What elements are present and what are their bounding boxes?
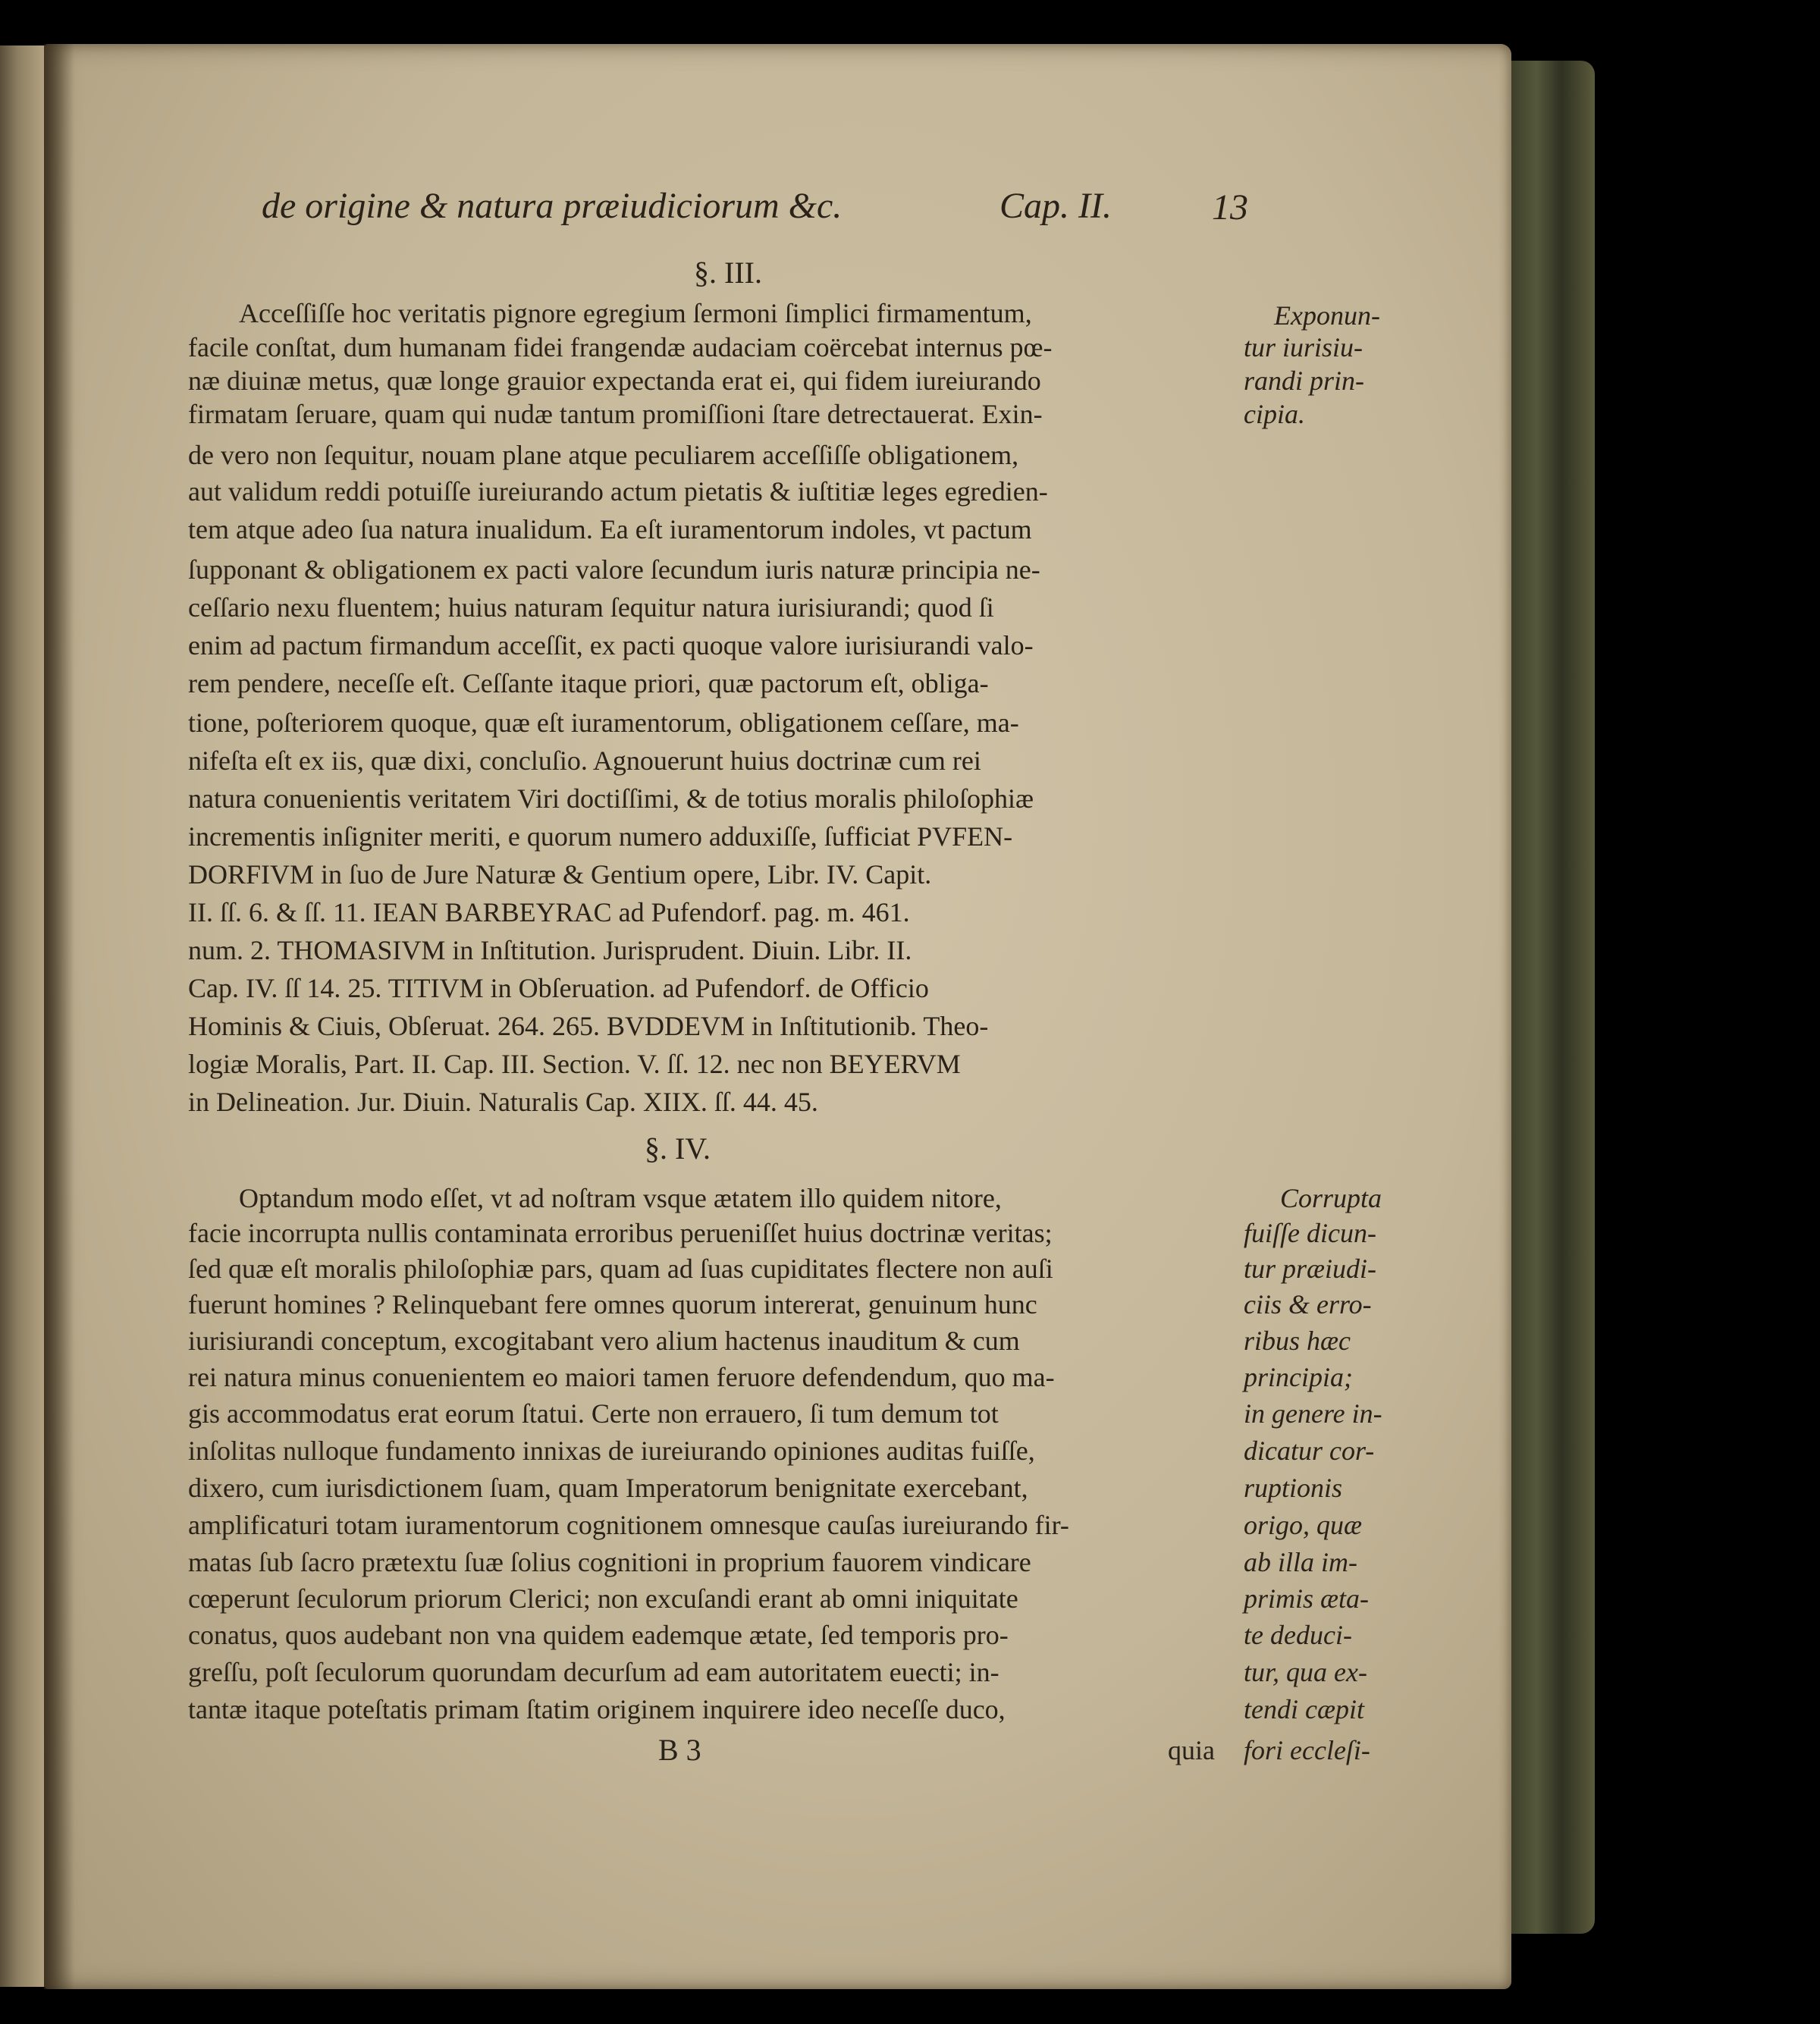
margin-line: ruptionis: [1244, 1473, 1343, 1503]
body-line: dixero, cum iurisdictionem ſuam, quam Imperatorum benignitate exercebant,: [188, 1473, 1028, 1503]
body-line: fuerunt homines ? Relinquebant fere omnes quorum intererat, genuinum hunc: [188, 1289, 1037, 1320]
margin-line: tur, qua ex-: [1244, 1657, 1367, 1687]
margin-line: ab illa im-: [1244, 1547, 1357, 1577]
margin-line: cipia.: [1244, 399, 1305, 429]
body-line: DORFIVM in ſuo de Jure Naturæ & Gentium opere, Libr. IV. Capit.: [188, 859, 932, 890]
margin-line: fuiſſe dicun-: [1244, 1218, 1376, 1248]
body-line: Hominis & Ciuis, Obſeruat. 264. 265. BVDDEVM in Inſtitutionib. Theo-: [188, 1011, 989, 1041]
body-line: iurisiurandi conceptum, excogitabant vero alium hactenus inauditum & cum: [188, 1326, 1020, 1356]
margin-line: te deduci-: [1244, 1620, 1352, 1650]
margin-line: primis æta-: [1244, 1583, 1370, 1614]
running-title: de origine & natura præiudiciorum &c.: [262, 186, 843, 226]
body-line: tantæ itaque poteſtatis primam ſtatim originem inquirere ideo neceſſe duco,: [188, 1694, 1006, 1724]
section-4-heading: §. IV.: [645, 1131, 711, 1166]
body-line: natura conuenientis veritatem Viri doctiſſimi, & de totius moralis philoſophiæ: [188, 783, 1034, 814]
catchword: quia: [1168, 1735, 1215, 1765]
body-line: facie incorrupta nullis contaminata erroribus perueniſſet huius doctrinæ veritas;: [188, 1218, 1053, 1248]
body-line: næ diuinæ metus, quæ longe grauior expectanda erat ei, qui fidem iureiurando: [188, 366, 1041, 396]
book-cover-edge: [1511, 61, 1595, 1934]
page-gutter-shadow: [44, 44, 74, 1989]
body-line: in Delineation. Jur. Diuin. Naturalis Cap. XIIX. ſſ. 44. 45.: [188, 1087, 818, 1117]
margin-line: origo, quæ: [1244, 1510, 1363, 1540]
body-line: Optandum modo eſſet, vt ad noſtram vsque ætatem illo quidem nitore,: [239, 1183, 1002, 1213]
body-line: ſupponant & obligationem ex pacti valore ſecundum iuris naturæ principia ne-: [188, 554, 1040, 585]
body-line: rei natura minus conuenientem eo maiori tamen feruore defendendum, quo ma-: [188, 1362, 1055, 1392]
margin-line: Exponun-: [1274, 300, 1380, 331]
body-line: aut validum reddi potuiſſe iureiurando actum pietatis & iuſtitiæ leges egredien-: [188, 476, 1048, 507]
margin-line: Corrupta: [1280, 1183, 1382, 1213]
margin-line: ribus hæc: [1244, 1326, 1351, 1356]
body-line: II. ſſ. 6. & ſſ. 11. IEAN BARBEYRAC ad Pufendorf. pag. m. 461.: [188, 897, 910, 927]
body-line: cœperunt ſeculorum priorum Clerici; non excuſandi erant ab omni iniquitate: [188, 1583, 1018, 1614]
body-line: Acceſſiſſe hoc veritatis pignore egregium ſermoni ſimplici firmamentum,: [239, 298, 1032, 328]
margin-line: ciis & erro-: [1244, 1289, 1372, 1320]
body-line: conatus, quos audebant non vna quidem eademque ætate, ſed temporis pro-: [188, 1620, 1009, 1650]
body-line: greſſu, poſt ſeculorum quorundam decurſum ad eam autoritatem euecti; in-: [188, 1657, 999, 1687]
signature-mark: B 3: [658, 1733, 701, 1767]
margin-line: principia;: [1244, 1362, 1353, 1392]
body-line: de vero non ſequitur, nouam plane atque peculiarem acceſſiſſe obligationem,: [188, 440, 1019, 470]
body-line: logiæ Moralis, Part. II. Cap. III. Section. V. ſſ. 12. nec non BEYERVM: [188, 1049, 961, 1079]
margin-line: fori eccleſi-: [1244, 1735, 1370, 1765]
body-line: enim ad pactum firmandum acceſſit, ex pacti quoque valore iurisiurandi valo-: [188, 630, 1034, 661]
page-number: 13: [1212, 187, 1248, 228]
body-line: rem pendere, neceſſe eſt. Ceſſante itaque priori, quæ pactorum eſt, obliga-: [188, 668, 989, 698]
body-line: num. 2. THOMASIVM in Inſtitution. Jurisprudent. Diuin. Libr. II.: [188, 935, 912, 965]
chapter-label: Cap. II.: [999, 186, 1112, 226]
margin-line: tur præiudi-: [1244, 1254, 1377, 1284]
body-line: ceſſario nexu fluentem; huius naturam ſequitur natura iurisiurandi; quod ſi: [188, 592, 994, 623]
body-line: firmatam ſeruare, quam qui nudæ tantum promiſſioni ſtare detrectauerat. Exin-: [188, 399, 1043, 429]
body-line: nifeſta eſt ex iis, quæ dixi, concluſio. Agnouerunt huius doctrinæ cum rei: [188, 745, 981, 776]
body-line: ſed quæ eſt moralis philoſophiæ pars, quam ad ſuas cupiditates flectere non auſi: [188, 1254, 1053, 1284]
margin-line: tur iurisiu-: [1244, 332, 1363, 362]
section-3-heading: §. III.: [694, 256, 762, 290]
margin-line: in genere in-: [1244, 1398, 1382, 1429]
body-line: facile conſtat, dum humanam fidei frangendæ audaciam coërcebat internus pœ-: [188, 332, 1053, 362]
margin-line: dicatur cor-: [1244, 1436, 1375, 1466]
margin-line: randi prin-: [1244, 366, 1365, 396]
body-line: inſolitas nulloque fundamento innixas de iureiurando opiniones auditas fuiſſe,: [188, 1436, 1035, 1466]
margin-line: tendi cæpit: [1244, 1694, 1364, 1724]
body-line: matas ſub ſacro prætextu ſuæ ſolius cognitioni in proprium fauorem vindicare: [188, 1547, 1031, 1577]
body-line: incrementis inſigniter meriti, e quorum numero adduxiſſe, ſufficiat PVFEN-: [188, 821, 1013, 852]
body-line: gis accommodatus erat eorum ſtatui. Certe non errauero, ſi tum demum tot: [188, 1398, 999, 1429]
facing-page-edge: [0, 46, 46, 1987]
body-line: tem atque adeo ſua natura inualidum. Ea eſt iuramentorum indoles, vt pactum: [188, 514, 1032, 544]
body-line: tione, poſteriorem quoque, quæ eſt iuramentorum, obligationem ceſſare, ma-: [188, 708, 1019, 738]
body-line: Cap. IV. ſſ 14. 25. TITIVM in Obſeruation. ad Pufendorf. de Officio: [188, 973, 929, 1003]
body-line: amplificaturi totam iuramentorum cognitionem omnesque cauſas iureiurando fir-: [188, 1510, 1069, 1540]
